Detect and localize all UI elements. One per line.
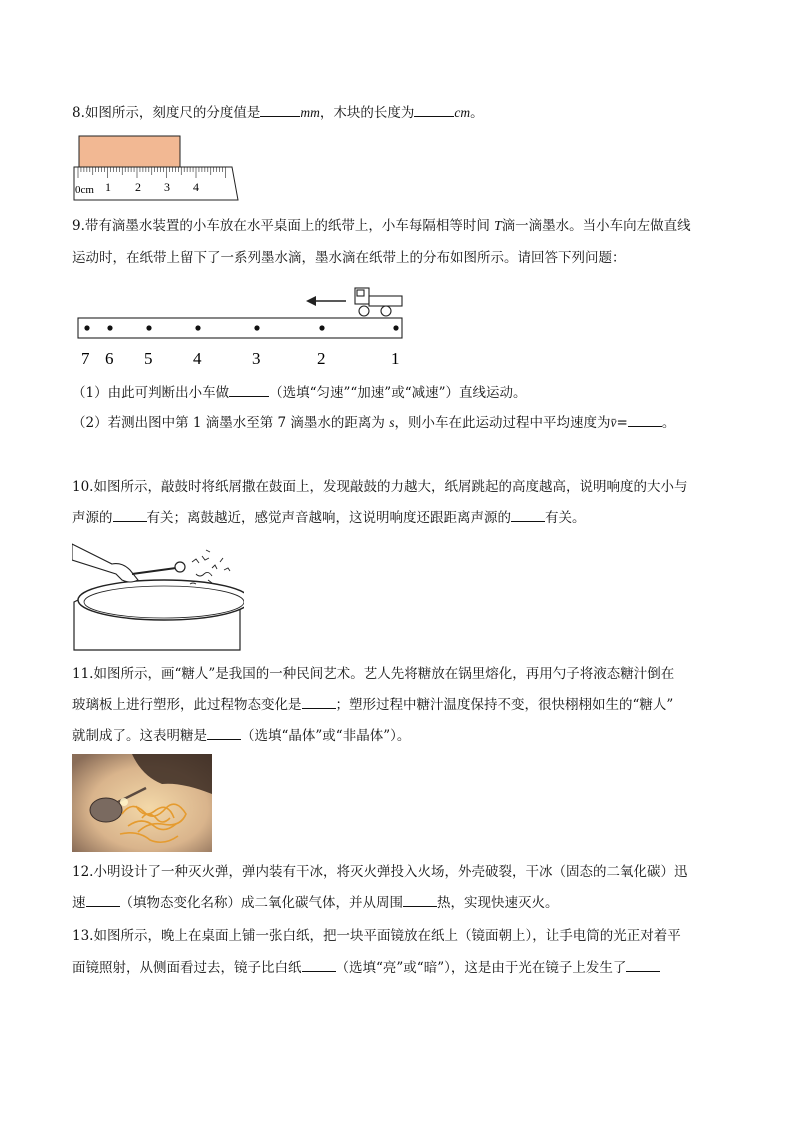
q9-line-2: 运动时，在纸带上留下了一系列墨水滴，墨水滴在纸带上的分布如图所示。请回答下列问题： <box>72 250 626 266</box>
q8-end: 。 <box>470 105 484 121</box>
ruler-label-0: 0cm <box>75 184 94 196</box>
hand-icon <box>72 544 138 582</box>
q9-vbar: v̄ <box>610 415 617 430</box>
q13-blank-2[interactable] <box>626 958 660 972</box>
q13-line-1: 13.如图所示，晚上在桌面上铺一张白纸，把一块平面镜放在纸上（镜面朝上），让手电筒的光正对着平 <box>72 928 681 944</box>
spoon-icon <box>90 798 122 822</box>
q11-line-3 <box>72 726 410 746</box>
q8-blank-1[interactable] <box>260 103 300 117</box>
q12-pre: 速 <box>72 895 86 911</box>
q8-unit-mm: mm <box>300 105 320 120</box>
paper-scraps-icon <box>190 550 230 584</box>
q12-blank-1[interactable] <box>86 893 120 907</box>
drop-label-5: 5 <box>144 349 153 368</box>
paper-tape <box>78 318 402 338</box>
q11-blank-1[interactable] <box>302 695 336 709</box>
q9-sub-1 <box>72 383 527 403</box>
q12-blank-2[interactable] <box>403 893 437 907</box>
q10-blank-1[interactable] <box>113 508 147 522</box>
q9-line1b: 滴一滴墨水。当小车向左做直线 <box>501 218 691 234</box>
q12-mid: （填物态变化名称）成二氧化碳气体，并从周围 <box>119 895 403 911</box>
q9-blank-1[interactable] <box>229 383 269 397</box>
q10-end: 有关。 <box>545 510 586 526</box>
q10-mid: 有关；离鼓越近，感觉声音越响，这说明响度还跟距离声源的 <box>146 510 511 526</box>
drop-label-4: 4 <box>193 349 202 368</box>
ruler-label-4: 4 <box>193 180 199 194</box>
q11-line-1: 11.如图所示，画“糖人”是我国的一种民间艺术。艺人先将糖放在锅里熔化，再用勺子将液态糖汁倒在 <box>72 666 675 682</box>
drop-label-6: 6 <box>105 349 114 368</box>
q9-var-T: T <box>494 218 502 233</box>
ink-drop-3 <box>254 325 259 330</box>
ink-drop-4 <box>195 325 200 330</box>
ink-drop-2 <box>319 325 324 330</box>
ink-drop-figure <box>72 280 412 372</box>
q11-blank-2[interactable] <box>207 726 241 740</box>
q9-sub-2 <box>72 413 675 433</box>
q8-middle: ，木块的长度为 <box>319 105 415 121</box>
q10-line-2 <box>72 508 586 528</box>
q13-mid: （选填“亮”或“暗”），这是由于光在镜子上发生了 <box>335 960 627 976</box>
ink-drop-7 <box>84 325 89 330</box>
q12-line-2 <box>72 893 559 913</box>
q12-line-1: 12.小明设计了一种灭火弹，弹内装有干冰，将灭火弹投入火场，外壳破裂，干冰（固态的二氧化碳）迅 <box>72 864 688 880</box>
cart-icon <box>355 288 402 316</box>
ruler-label-3: 3 <box>164 180 170 194</box>
wood-block <box>79 136 180 167</box>
q10-blank-2[interactable] <box>511 508 545 522</box>
q9-line-1 <box>72 216 691 236</box>
ruler-figure <box>72 132 242 202</box>
drum-figure <box>72 540 244 652</box>
ink-drop-6 <box>107 325 112 330</box>
q9-eq: = <box>616 415 628 431</box>
q13-pre: 面镜照射，从侧面看过去，镜子比白纸 <box>72 960 302 976</box>
q11-line-2 <box>72 695 673 715</box>
ruler-label-2: 2 <box>135 180 141 194</box>
q13-line-2 <box>72 958 660 978</box>
q11-line3-pre: 就制成了。这表明糖是 <box>72 728 207 744</box>
q11-line3-post: （选填“晶体”或“非晶体”）。 <box>241 728 411 744</box>
q11-post: ；塑形过程中糖汁温度保持不变，很快栩栩如生的“糖人” <box>335 697 674 713</box>
q8-text <box>72 103 484 123</box>
q9-sub2-end: 。 <box>661 415 676 431</box>
q8-prefix: 8.如图所示，刻度尺的分度值是 <box>72 105 261 121</box>
drop-label-1: 1 <box>391 349 400 368</box>
drop-label-2: 2 <box>317 349 326 368</box>
q9-blank-2[interactable] <box>628 413 662 427</box>
q8-unit-cm: cm <box>454 105 471 120</box>
q8-blank-2[interactable] <box>414 103 454 117</box>
sugar-figure-photo <box>72 754 212 852</box>
left-arrow-icon <box>306 296 316 306</box>
ruler-label-1: 1 <box>105 180 111 194</box>
q13-blank-1[interactable] <box>302 958 336 972</box>
drumstick <box>132 568 176 574</box>
q9-sub2-pre: （2）若测出图中第 1 滴墨水至第 7 滴墨水的距离为 <box>72 415 385 431</box>
q9-sub1-pre: （1）由此可判断出小车做 <box>72 385 230 401</box>
q9-sub1-post: （选填“匀速”“加速”或“减速”）直线运动。 <box>269 385 527 401</box>
q10-pre: 声源的 <box>72 510 113 526</box>
ink-drop-5 <box>146 325 151 330</box>
q9-sub2-mid: ，则小车在此运动过程中平均速度为 <box>394 415 611 431</box>
q12-end: 热，实现快速灭火。 <box>437 895 559 911</box>
q9-var-s: s <box>389 415 395 430</box>
q9-line1a: 9.带有滴墨水装置的小车放在水平桌面上的纸带上，小车每隔相等时间 <box>72 218 495 234</box>
q10-line-1: 10.如图所示，敲鼓时将纸屑撒在鼓面上，发现敲鼓的力越大，纸屑跳起的高度越高，说明响度的大小与 <box>72 479 688 495</box>
drop-label-3: 3 <box>252 349 261 368</box>
drop-label-7: 7 <box>81 349 90 368</box>
ink-drop-1 <box>393 325 398 330</box>
q11-pre: 玻璃板上进行塑形，此过程物态变化是 <box>72 697 302 713</box>
